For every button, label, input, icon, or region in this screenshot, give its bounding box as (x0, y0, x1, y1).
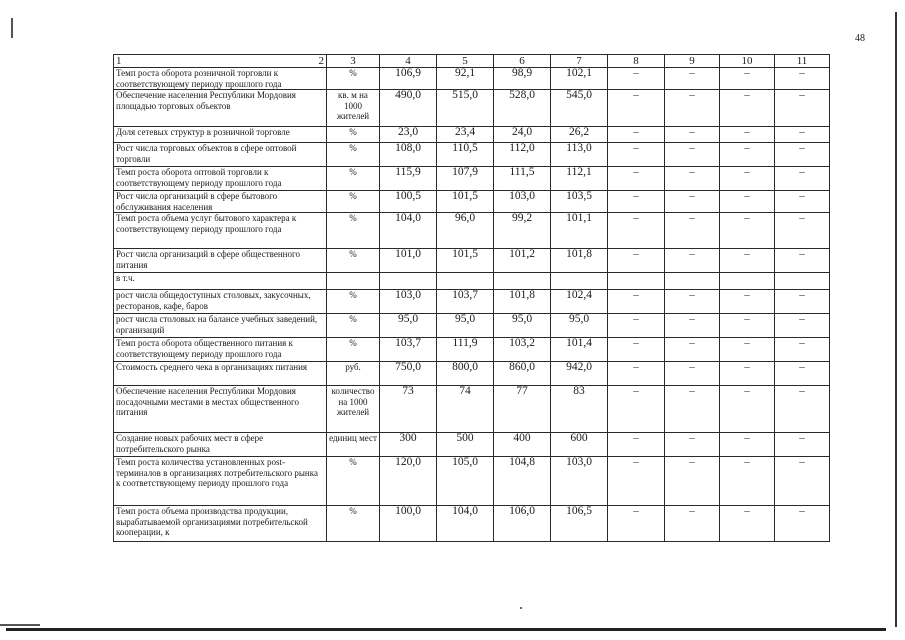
value-cell: 101,4 (551, 338, 608, 362)
empty-value-cell: – (720, 191, 775, 213)
value-cell: 101,5 (437, 191, 494, 213)
value-cell: 103,7 (437, 290, 494, 314)
value-cell: 300 (380, 433, 437, 457)
value-cell: 104,0 (437, 506, 494, 542)
table-row (114, 433, 885, 457)
unit-cell: % (327, 143, 380, 167)
table-body (114, 55, 885, 542)
scan-artifact-top (11, 18, 13, 38)
empty-value-cell: – (665, 314, 720, 338)
indicator-name: Темп роста оборота общественного питания к соответствующему периоду прошлого года (114, 338, 327, 362)
indicator-name: Рост числа организаций в сфере бытового обслуживания населения (114, 191, 327, 213)
empty-value-cell: – (720, 433, 775, 457)
value-cell: 106,9 (380, 68, 437, 90)
empty-value-cell: – (775, 90, 830, 127)
value-cell: 101,2 (494, 249, 551, 273)
empty-value-cell: – (775, 457, 830, 506)
empty-value-cell: – (665, 506, 720, 542)
header-row (114, 55, 885, 68)
value-cell: 95,0 (437, 314, 494, 338)
value-cell: 490,0 (380, 90, 437, 127)
scan-artifact-bottom-edge (6, 628, 886, 631)
value-cell: 860,0 (494, 362, 551, 386)
empty-value-cell: – (608, 314, 665, 338)
value-cell (494, 273, 551, 290)
empty-value-cell: – (720, 386, 775, 433)
value-cell: 23,0 (380, 127, 437, 143)
empty-value-cell: – (608, 457, 665, 506)
empty-value-cell: – (665, 68, 720, 90)
value-cell: 111,9 (437, 338, 494, 362)
table-row (114, 127, 885, 143)
empty-value-cell: – (665, 433, 720, 457)
empty-value-cell: – (775, 143, 830, 167)
empty-value-cell (775, 273, 830, 290)
header-col-7: 7 (551, 55, 608, 68)
unit-cell: руб. (327, 362, 380, 386)
empty-value-cell: – (720, 314, 775, 338)
empty-value-cell: – (775, 191, 830, 213)
indicator-name: Обеспечение населения Республики Мордовия площадью торговых объектов (114, 90, 327, 127)
indicator-name: Темп роста оборота оптовой торговли к соответствующему периоду прошлого года (114, 167, 327, 191)
value-cell: 528,0 (494, 90, 551, 127)
unit-cell: % (327, 249, 380, 273)
empty-value-cell: – (775, 213, 830, 249)
empty-value-cell: – (608, 167, 665, 191)
value-cell: 104,0 (380, 213, 437, 249)
value-cell: 100,5 (380, 191, 437, 213)
empty-value-cell: – (775, 433, 830, 457)
unit-cell: % (327, 213, 380, 249)
empty-value-cell: – (665, 338, 720, 362)
empty-value-cell: – (720, 68, 775, 90)
empty-value-cell: – (720, 362, 775, 386)
unit-cell: % (327, 457, 380, 506)
value-cell: 103,0 (551, 457, 608, 506)
value-cell: 120,0 (380, 457, 437, 506)
value-cell: 545,0 (551, 90, 608, 127)
empty-value-cell: – (775, 338, 830, 362)
unit-cell: % (327, 191, 380, 213)
value-cell: 95,0 (551, 314, 608, 338)
empty-value-cell: – (665, 290, 720, 314)
empty-value-cell: – (775, 506, 830, 542)
indicator-name: Рост числа торговых объектов в сфере оптовой торговли (114, 143, 327, 167)
empty-value-cell: – (665, 90, 720, 127)
unit-cell: единиц мест (327, 433, 380, 457)
table-row (114, 273, 885, 290)
empty-value-cell: – (608, 191, 665, 213)
empty-value-cell: – (775, 68, 830, 90)
table-row (114, 338, 885, 362)
empty-value-cell: – (608, 213, 665, 249)
value-cell: 500 (437, 433, 494, 457)
value-cell: 99,2 (494, 213, 551, 249)
empty-value-cell: – (775, 249, 830, 273)
value-cell: 95,0 (380, 314, 437, 338)
indicators-table (113, 54, 885, 542)
indicator-name: рост числа столовых на балансе учебных заведений, организаций (114, 314, 327, 338)
value-cell: 102,4 (551, 290, 608, 314)
table-row (114, 290, 885, 314)
value-cell: 103,7 (380, 338, 437, 362)
value-cell: 105,0 (437, 457, 494, 506)
indicator-name: Создание новых рабочих мест в сфере потребительского рынка (114, 433, 327, 457)
value-cell: 100,0 (380, 506, 437, 542)
empty-value-cell: – (665, 191, 720, 213)
value-cell: 400 (494, 433, 551, 457)
empty-value-cell: – (775, 167, 830, 191)
unit-cell (327, 273, 380, 290)
value-cell: 77 (494, 386, 551, 433)
empty-value-cell: – (665, 167, 720, 191)
unit-cell: % (327, 338, 380, 362)
unit-cell: количество на 1000 жителей (327, 386, 380, 433)
empty-value-cell: – (720, 127, 775, 143)
indicator-name: рост числа общедоступных столовых, закусочных, ресторанов, кафе, баров (114, 290, 327, 314)
empty-value-cell: – (608, 362, 665, 386)
empty-value-cell: – (775, 362, 830, 386)
empty-value-cell: – (608, 433, 665, 457)
value-cell: 103,5 (551, 191, 608, 213)
empty-value-cell: – (775, 386, 830, 433)
empty-value-cell: – (608, 386, 665, 433)
empty-value-cell: – (665, 213, 720, 249)
indicator-name: Темп роста объема производства продукции, вырабатываемой организациями потребительской кооперации, к (114, 506, 327, 542)
value-cell: 101,5 (437, 249, 494, 273)
value-cell: 108,0 (380, 143, 437, 167)
value-cell: 600 (551, 433, 608, 457)
value-cell: 103,2 (494, 338, 551, 362)
value-cell: 24,0 (494, 127, 551, 143)
value-cell: 101,0 (380, 249, 437, 273)
indicator-name: Обеспечение населения Республики Мордовия посадочными местами в местах общественного питания (114, 386, 327, 433)
indicator-name: Рост числа организаций в сфере общественного питания (114, 249, 327, 273)
indicator-name: Стоимость среднего чека в организациях питания (114, 362, 327, 386)
indicator-name: Темп роста объема услуг бытового характера к соответствующему периоду прошлого года (114, 213, 327, 249)
empty-value-cell: – (608, 290, 665, 314)
unit-cell: % (327, 68, 380, 90)
indicator-name: в т.ч. (114, 273, 327, 290)
header-col-5: 5 (437, 55, 494, 68)
value-cell: 103,0 (494, 191, 551, 213)
header-col-8: 8 (608, 55, 665, 68)
header-col-11: 11 (775, 55, 830, 68)
value-cell (380, 273, 437, 290)
indicator-name: Темп роста оборота розничной торговли к соответствующему периоду прошлого года (114, 68, 327, 90)
table-row (114, 90, 885, 127)
header-col-6: 6 (494, 55, 551, 68)
value-cell: 115,9 (380, 167, 437, 191)
table-row (114, 457, 885, 506)
empty-value-cell (608, 273, 665, 290)
empty-value-cell: – (665, 457, 720, 506)
empty-value-cell: – (608, 506, 665, 542)
scan-artifact-bottom-left (0, 624, 40, 626)
indicator-name: Доля сетевых структур в розничной торговле (114, 127, 327, 143)
value-cell: 515,0 (437, 90, 494, 127)
unit-cell: % (327, 167, 380, 191)
empty-value-cell (665, 273, 720, 290)
value-cell: 73 (380, 386, 437, 433)
value-cell: 101,8 (494, 290, 551, 314)
unit-cell: % (327, 127, 380, 143)
empty-value-cell: – (608, 143, 665, 167)
table-row (114, 314, 885, 338)
value-cell: 750,0 (380, 362, 437, 386)
value-cell: 111,5 (494, 167, 551, 191)
unit-cell: % (327, 506, 380, 542)
empty-value-cell: – (720, 290, 775, 314)
empty-value-cell: – (665, 362, 720, 386)
empty-value-cell (720, 273, 775, 290)
unit-cell: кв. м на 1000 жителей (327, 90, 380, 127)
value-cell: 74 (437, 386, 494, 433)
empty-value-cell: – (665, 249, 720, 273)
page-number: 48 (855, 33, 865, 44)
value-cell: 83 (551, 386, 608, 433)
table-row (114, 167, 885, 191)
table-row (114, 213, 885, 249)
value-cell: 113,0 (551, 143, 608, 167)
unit-cell: % (327, 314, 380, 338)
indicator-name: Темп роста количества установленных post-терминалов в организациях потребительского рынка к соответствующему периоду прошлого года (114, 457, 327, 506)
table-row (114, 506, 885, 542)
value-cell: 102,1 (551, 68, 608, 90)
empty-value-cell: – (775, 290, 830, 314)
value-cell: 800,0 (437, 362, 494, 386)
table-row (114, 143, 885, 167)
empty-value-cell: – (665, 127, 720, 143)
value-cell (551, 273, 608, 290)
empty-value-cell: – (775, 127, 830, 143)
value-cell: 104,8 (494, 457, 551, 506)
empty-value-cell: – (608, 127, 665, 143)
empty-value-cell: – (608, 90, 665, 127)
table-row (114, 191, 885, 213)
value-cell: 106,0 (494, 506, 551, 542)
empty-value-cell: – (608, 338, 665, 362)
empty-value-cell: – (720, 143, 775, 167)
empty-value-cell: – (720, 338, 775, 362)
header-col-4: 4 (380, 55, 437, 68)
scan-artifact-right-edge (895, 12, 897, 627)
table-row (114, 386, 885, 433)
value-cell: 96,0 (437, 213, 494, 249)
value-cell: 98,9 (494, 68, 551, 90)
value-cell: 107,9 (437, 167, 494, 191)
table-row (114, 362, 885, 386)
empty-value-cell: – (665, 143, 720, 167)
empty-value-cell: – (720, 167, 775, 191)
empty-value-cell: – (720, 90, 775, 127)
value-cell: 95,0 (494, 314, 551, 338)
empty-value-cell: – (608, 249, 665, 273)
value-cell: 110,5 (437, 143, 494, 167)
empty-value-cell: – (608, 68, 665, 90)
empty-value-cell: – (720, 249, 775, 273)
empty-value-cell: – (720, 457, 775, 506)
table-row (114, 68, 885, 90)
header-col-3: 3 (327, 55, 380, 68)
value-cell: 26,2 (551, 127, 608, 143)
value-cell (437, 273, 494, 290)
header-col-9: 9 (665, 55, 720, 68)
unit-cell: % (327, 290, 380, 314)
value-cell: 101,1 (551, 213, 608, 249)
header-cell-1-2 (114, 55, 327, 68)
header-col-10: 10 (720, 55, 775, 68)
value-cell: 101,8 (551, 249, 608, 273)
empty-value-cell: – (720, 213, 775, 249)
scan-speck (520, 607, 522, 609)
value-cell: 112,1 (551, 167, 608, 191)
table-row (114, 249, 885, 273)
value-cell: 112,0 (494, 143, 551, 167)
value-cell: 106,5 (551, 506, 608, 542)
value-cell: 942,0 (551, 362, 608, 386)
empty-value-cell: – (775, 314, 830, 338)
header-col-2: 2 (318, 55, 324, 67)
value-cell: 23,4 (437, 127, 494, 143)
empty-value-cell: – (720, 506, 775, 542)
empty-value-cell: – (665, 386, 720, 433)
value-cell: 103,0 (380, 290, 437, 314)
value-cell: 92,1 (437, 68, 494, 90)
header-col-1: 1 (116, 55, 122, 67)
